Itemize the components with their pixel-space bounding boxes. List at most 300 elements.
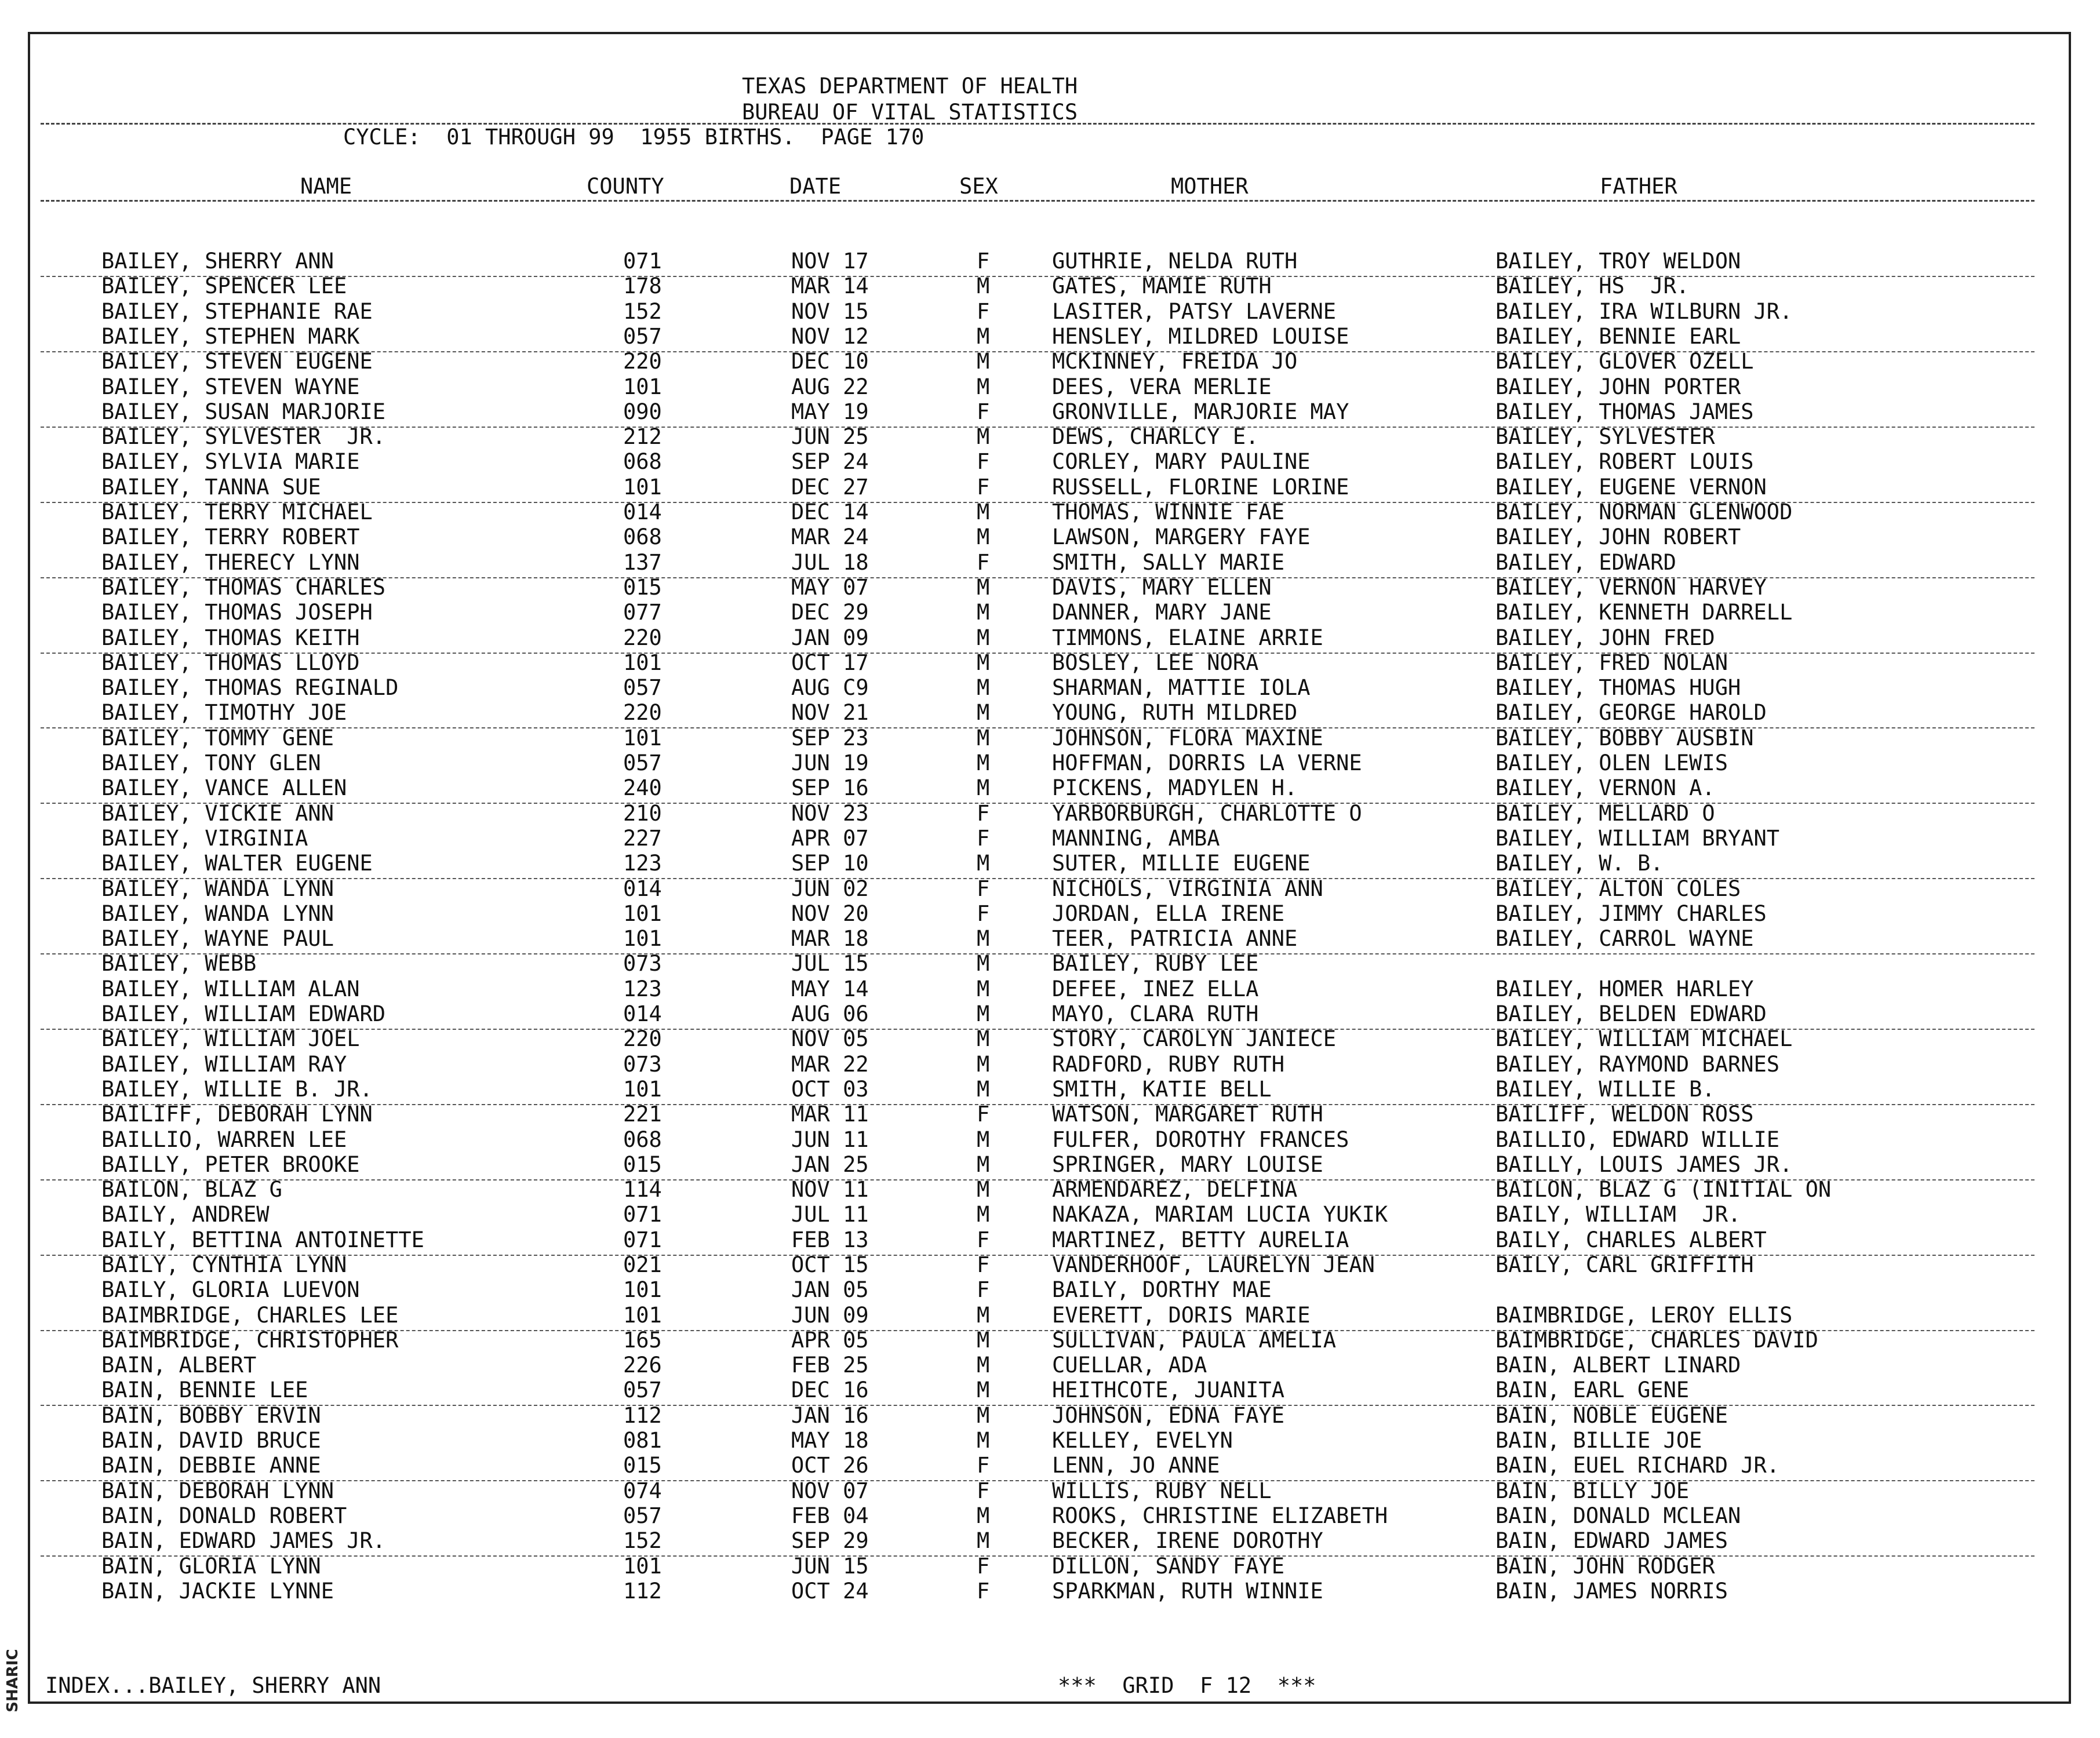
cell-father: BAILEY, WILLIAM BRYANT: [1495, 826, 1780, 851]
cell-county: 068: [623, 1127, 662, 1152]
cell-mother: ARMENDAREZ, DELFINA: [1052, 1177, 1298, 1202]
cell-father: BAILEY, FRED NOLAN: [1495, 650, 1728, 675]
cell-sex: M: [977, 374, 990, 399]
cell-name: BAILEY, WALTER EUGENE: [101, 851, 373, 876]
cell-name: BAILEY, SYLVESTER JR.: [101, 424, 386, 449]
cell-county: 152: [623, 1528, 662, 1553]
cell-father: BAIN, DONALD MCLEAN: [1495, 1503, 1741, 1528]
cell-date: NOV 21: [791, 700, 869, 725]
cell-sex: M: [977, 1077, 990, 1102]
column-header-divider: [41, 200, 2035, 202]
table-row: [0, 752, 2063, 777]
cell-sex: M: [977, 274, 990, 298]
cell-county: 071: [623, 1227, 662, 1252]
cell-date: MAR 11: [791, 1102, 869, 1127]
cell-father: BAILEY, HOMER HARLEY: [1495, 977, 1754, 1001]
cell-sex: F: [977, 299, 990, 324]
cell-sex: F: [977, 1453, 990, 1478]
cell-mother: RADFORD, RUBY RUTH: [1052, 1052, 1284, 1077]
cell-county: 101: [623, 650, 662, 675]
cell-father: BAILEY, GLOVER OZELL: [1495, 349, 1754, 374]
cell-date: APR 05: [791, 1328, 869, 1353]
cell-county: 057: [623, 1503, 662, 1528]
cell-county: 073: [623, 951, 662, 976]
cell-county: 240: [623, 775, 662, 800]
cell-sex: F: [977, 1252, 990, 1277]
cell-mother: LENN, JO ANNE: [1052, 1453, 1220, 1478]
cell-date: NOV 11: [791, 1177, 869, 1202]
cell-name: BAIN, EDWARD JAMES JR.: [101, 1528, 386, 1553]
cell-sex: F: [977, 1554, 990, 1579]
cell-sex: M: [977, 1026, 990, 1051]
cell-mother: TIMMONS, ELAINE ARRIE: [1052, 625, 1323, 650]
cell-county: 220: [623, 700, 662, 725]
cell-mother: NICHOLS, VIRGINIA ANN: [1052, 876, 1323, 901]
cell-sex: M: [977, 424, 990, 449]
cell-sex: M: [977, 349, 990, 374]
cell-mother: BOSLEY, LEE NORA: [1052, 650, 1259, 675]
cell-name: BAILY, ANDREW: [101, 1202, 270, 1227]
cell-date: JAN 16: [791, 1403, 869, 1428]
cell-county: 068: [623, 449, 662, 474]
cell-name: BAILEY, WILLIAM ALAN: [101, 977, 360, 1001]
cell-name: BAILEY, WILLIE B. JR.: [101, 1077, 373, 1102]
cell-date: SEP 29: [791, 1528, 869, 1553]
cell-county: 123: [623, 851, 662, 876]
cell-county: 014: [623, 1001, 662, 1026]
cell-sex: M: [977, 1353, 990, 1378]
cell-sex: M: [977, 650, 990, 675]
cell-father: BAILON, BLAZ G (INITIAL ON: [1495, 1177, 1832, 1202]
cell-county: 077: [623, 600, 662, 625]
cell-county: 220: [623, 1026, 662, 1051]
cell-sex: F: [977, 249, 990, 274]
cell-date: MAR 18: [791, 926, 869, 951]
cell-mother: KELLEY, EVELYN: [1052, 1428, 1233, 1453]
cell-mother: LASITER, PATSY LAVERNE: [1052, 299, 1337, 324]
cell-mother: THOMAS, WINNIE FAE: [1052, 500, 1284, 524]
cell-county: 015: [623, 575, 662, 600]
header-divider: [41, 123, 2035, 125]
cell-name: BAILY, CYNTHIA LYNN: [101, 1252, 347, 1277]
cell-date: MAR 22: [791, 1052, 869, 1077]
cell-mother: DEES, VERA MERLIE: [1052, 374, 1272, 399]
cell-date: MAY 18: [791, 1428, 869, 1453]
cell-date: DEC 10: [791, 349, 869, 374]
cell-father: BAIN, JOHN RODGER: [1495, 1554, 1715, 1579]
table-row: [0, 1505, 2063, 1530]
cell-father: BAILEY, CARROL WAYNE: [1495, 926, 1754, 951]
column-header-county: COUNTY: [587, 174, 664, 199]
cell-father: BAIN, BILLY JOE: [1495, 1478, 1690, 1503]
cell-mother: GATES, MAMIE RUTH: [1052, 274, 1272, 298]
cell-date: NOV 05: [791, 1026, 869, 1051]
cell-sex: M: [977, 675, 990, 700]
header-cycle: CYCLE: 01 THROUGH 99 1955 BIRTHS. PAGE 170: [343, 125, 925, 150]
cell-name: BAILEY, STEPHANIE RAE: [101, 299, 373, 324]
cell-sex: F: [977, 876, 990, 901]
cell-name: BAIMBRIDGE, CHRISTOPHER: [101, 1328, 399, 1353]
cell-name: BAIN, JACKIE LYNNE: [101, 1579, 334, 1604]
table-row: [0, 852, 2063, 877]
cell-father: BAILEY, BOBBY AUSBIN: [1495, 726, 1754, 750]
cell-date: DEC 16: [791, 1378, 869, 1402]
cell-father: BAILEY, BENNIE EARL: [1495, 324, 1741, 349]
cell-father: BAILEY, BELDEN EDWARD: [1495, 1001, 1767, 1026]
cell-name: BAILEY, VICKIE ANN: [101, 801, 334, 826]
cell-date: JUN 25: [791, 424, 869, 449]
cell-name: BAILEY, WILLIAM EDWARD: [101, 1001, 386, 1026]
cell-sex: M: [977, 926, 990, 951]
side-stamp: [1, 1640, 24, 1721]
cell-mother: CUELLAR, ADA: [1052, 1353, 1207, 1378]
cell-sex: F: [977, 449, 990, 474]
cell-father: BAILEY, MELLARD O: [1495, 801, 1715, 826]
cell-date: OCT 26: [791, 1453, 869, 1478]
cell-mother: GRONVILLE, MARJORIE MAY: [1052, 399, 1349, 424]
table-row: [0, 577, 2063, 602]
cell-name: BAIMBRIDGE, CHARLES LEE: [101, 1303, 399, 1328]
cell-county: 221: [623, 1102, 662, 1127]
cell-mother: TEER, PATRICIA ANNE: [1052, 926, 1298, 951]
cell-father: BAILEY, JIMMY CHARLES: [1495, 901, 1767, 926]
cell-sex: M: [977, 1328, 990, 1353]
cell-name: BAIN, DONALD ROBERT: [101, 1503, 347, 1528]
table-row: [0, 1028, 2063, 1053]
cell-date: NOV 17: [791, 249, 869, 274]
cell-county: 015: [623, 1152, 662, 1177]
cell-name: BAILEY, WILLIAM RAY: [101, 1052, 347, 1077]
cell-name: BAILEY, THOMAS JOSEPH: [101, 600, 373, 625]
cell-father: BAILEY, EUGENE VERNON: [1495, 475, 1767, 500]
cell-name: BAILEY, SUSAN MARJORIE: [101, 399, 386, 424]
cell-county: 101: [623, 901, 662, 926]
cell-date: FEB 25: [791, 1353, 869, 1378]
cell-mother: HOFFMAN, DORRIS LA VERNE: [1052, 750, 1362, 775]
cell-mother: MARTINEZ, BETTY AURELIA: [1052, 1227, 1349, 1252]
table-row: [0, 953, 2063, 978]
table-row: [0, 1354, 2063, 1379]
cell-county: 057: [623, 324, 662, 349]
cell-date: FEB 04: [791, 1503, 869, 1528]
table-row: [0, 401, 2063, 426]
cell-mother: SPRINGER, MARY LOUISE: [1052, 1152, 1323, 1177]
cell-mother: YOUNG, RUTH MILDRED: [1052, 700, 1298, 725]
cell-mother: VANDERHOOF, LAURELYN JEAN: [1052, 1252, 1375, 1277]
cell-date: MAR 14: [791, 274, 869, 298]
cell-name: BAILEY, TERRY ROBERT: [101, 524, 360, 549]
cell-father: BAIN, EUEL RICHARD JR.: [1495, 1453, 1780, 1478]
table-row: [0, 301, 2063, 326]
table-row: [0, 1279, 2063, 1304]
cell-father: BAIN, BILLIE JOE: [1495, 1428, 1702, 1453]
cell-father: BAILLIO, EDWARD WILLIE: [1495, 1127, 1780, 1152]
cell-date: DEC 27: [791, 475, 869, 500]
cell-father: BAILEY, W. B.: [1495, 851, 1664, 876]
table-row: [0, 552, 2063, 577]
cell-father: BAILEY, EDWARD: [1495, 550, 1676, 575]
table-row: [0, 1154, 2063, 1179]
cell-county: 101: [623, 1554, 662, 1579]
cell-date: NOV 23: [791, 801, 869, 826]
cell-mother: PICKENS, MADYLEN H.: [1052, 775, 1298, 800]
cell-name: BAILEY, STEVEN EUGENE: [101, 349, 373, 374]
cell-father: BAILY, WILLIAM JR.: [1495, 1202, 1741, 1227]
cell-name: BAIN, BOBBY ERVIN: [101, 1403, 321, 1428]
table-row: [0, 1229, 2063, 1254]
cell-county: 057: [623, 750, 662, 775]
cell-father: BAILEY, WILLIE B.: [1495, 1077, 1715, 1102]
cell-name: BAILEY, THOMAS LLOYD: [101, 650, 360, 675]
cell-county: 165: [623, 1328, 662, 1353]
cell-mother: EVERETT, DORIS MARIE: [1052, 1303, 1311, 1328]
cell-name: BAILEY, VANCE ALLEN: [101, 775, 347, 800]
cell-date: FEB 13: [791, 1227, 869, 1252]
table-row: [0, 275, 2063, 300]
cell-name: BAILEY, SYLVIA MARIE: [101, 449, 360, 474]
cell-father: BAILEY, JOHN PORTER: [1495, 374, 1741, 399]
cell-date: DEC 14: [791, 500, 869, 524]
cell-sex: F: [977, 1102, 990, 1127]
cell-mother: MANNING, AMBA: [1052, 826, 1220, 851]
cell-sex: M: [977, 324, 990, 349]
cell-mother: ROOKS, CHRISTINE ELIZABETH: [1052, 1503, 1388, 1528]
side-stamp-text: SHARIC: [4, 1649, 21, 1713]
cell-father: BAIMBRIDGE, LEROY ELLIS: [1495, 1303, 1793, 1328]
column-header-father: FATHER: [1600, 174, 1677, 199]
cell-sex: M: [977, 1378, 990, 1402]
cell-mother: BAILY, DORTHY MAE: [1052, 1277, 1272, 1302]
cell-father: BAILY, CHARLES ALBERT: [1495, 1227, 1767, 1252]
table-row: [0, 1129, 2063, 1154]
cell-county: 152: [623, 299, 662, 324]
cell-name: BAIN, ALBERT: [101, 1353, 257, 1378]
cell-date: AUG 06: [791, 1001, 869, 1026]
cell-mother: SMITH, SALLY MARIE: [1052, 550, 1284, 575]
cell-name: BAILLIO, WARREN LEE: [101, 1127, 347, 1152]
cell-sex: M: [977, 1403, 990, 1428]
cell-mother: RUSSELL, FLORINE LORINE: [1052, 475, 1349, 500]
cell-name: BAILEY, TANNA SUE: [101, 475, 321, 500]
cell-date: SEP 10: [791, 851, 869, 876]
cell-mother: WILLIS, RUBY NELL: [1052, 1478, 1272, 1503]
cell-county: 112: [623, 1579, 662, 1604]
table-row: [0, 677, 2063, 702]
cell-name: BAILEY, SHERRY ANN: [101, 249, 334, 274]
table-row: [0, 928, 2063, 953]
cell-date: JUN 09: [791, 1303, 869, 1328]
table-row: [0, 250, 2063, 275]
cell-date: NOV 20: [791, 901, 869, 926]
cell-county: 112: [623, 1403, 662, 1428]
cell-name: BAILEY, WAYNE PAUL: [101, 926, 334, 951]
cell-county: 123: [623, 977, 662, 1001]
cell-name: BAIN, DEBBIE ANNE: [101, 1453, 321, 1478]
cell-father: BAILEY, WILLIAM MICHAEL: [1495, 1026, 1793, 1051]
column-header-name: NAME: [300, 174, 352, 199]
cell-father: BAILEY, GEORGE HAROLD: [1495, 700, 1767, 725]
table-row: [0, 1054, 2063, 1078]
cell-father: BAIN, JAMES NORRIS: [1495, 1579, 1728, 1604]
cell-father: BAILEY, THOMAS HUGH: [1495, 675, 1741, 700]
cell-county: 071: [623, 1202, 662, 1227]
cell-county: 210: [623, 801, 662, 826]
cell-sex: F: [977, 1478, 990, 1503]
cell-father: BAILEY, OLEN LEWIS: [1495, 750, 1728, 775]
cell-county: 114: [623, 1177, 662, 1202]
table-row: [0, 878, 2063, 903]
table-row: [0, 476, 2063, 501]
cell-name: BAILEY, VIRGINIA: [101, 826, 308, 851]
table-row: [0, 526, 2063, 551]
cell-county: 057: [623, 1378, 662, 1402]
cell-sex: M: [977, 750, 990, 775]
cell-name: BAILEY, THOMAS KEITH: [101, 625, 360, 650]
cell-mother: DEFEE, INEZ ELLA: [1052, 977, 1259, 1001]
cell-name: BAILEY, SPENCER LEE: [101, 274, 347, 298]
cell-father: BAIN, EDWARD JAMES: [1495, 1528, 1728, 1553]
cell-sex: M: [977, 1177, 990, 1202]
cell-sex: F: [977, 826, 990, 851]
table-row: [0, 627, 2063, 652]
cell-name: BAIN, DAVID BRUCE: [101, 1428, 321, 1453]
cell-sex: M: [977, 1528, 990, 1553]
table-row: [0, 652, 2063, 677]
cell-mother: STORY, CAROLYN JANIECE: [1052, 1026, 1337, 1051]
cell-father: BAIN, EARL GENE: [1495, 1378, 1690, 1402]
cell-county: 015: [623, 1453, 662, 1478]
cell-father: BAIN, NOBLE EUGENE: [1495, 1403, 1728, 1428]
cell-sex: F: [977, 1277, 990, 1302]
column-header-mother: MOTHER: [1171, 174, 1249, 199]
table-row: [0, 1078, 2063, 1103]
cell-name: BAILEY, STEVEN WAYNE: [101, 374, 360, 399]
cell-mother: HENSLEY, MILDRED LOUISE: [1052, 324, 1349, 349]
cell-county: 068: [623, 524, 662, 549]
cell-sex: M: [977, 1001, 990, 1026]
footer-index: INDEX...BAILEY, SHERRY ANN: [45, 1673, 381, 1698]
cell-county: 090: [623, 399, 662, 424]
table-row: [0, 903, 2063, 928]
cell-mother: LAWSON, MARGERY FAYE: [1052, 524, 1311, 549]
table-row: [0, 1003, 2063, 1028]
cell-county: 101: [623, 1077, 662, 1102]
cell-county: 226: [623, 1353, 662, 1378]
cell-county: 101: [623, 1303, 662, 1328]
cell-sex: M: [977, 1503, 990, 1528]
table-row: [0, 1329, 2063, 1354]
table-row: [0, 777, 2063, 802]
cell-county: 074: [623, 1478, 662, 1503]
cell-father: BAILLY, LOUIS JAMES JR.: [1495, 1152, 1793, 1177]
cell-sex: M: [977, 775, 990, 800]
cell-date: DEC 29: [791, 600, 869, 625]
cell-mother: SPARKMAN, RUTH WINNIE: [1052, 1579, 1323, 1604]
cell-mother: MCKINNEY, FREIDA JO: [1052, 349, 1298, 374]
cell-name: BAILON, BLAZ G: [101, 1177, 282, 1202]
cell-father: BAIN, ALBERT LINARD: [1495, 1353, 1741, 1378]
table-row: [0, 1430, 2063, 1455]
cell-sex: F: [977, 475, 990, 500]
table-row: [0, 828, 2063, 852]
cell-name: BAIN, DEBORAH LYNN: [101, 1478, 334, 1503]
cell-date: JUL 18: [791, 550, 869, 575]
cell-name: BAILEY, TERRY MICHAEL: [101, 500, 373, 524]
cell-mother: MAYO, CLARA RUTH: [1052, 1001, 1259, 1026]
cell-mother: SUTER, MILLIE EUGENE: [1052, 851, 1311, 876]
cell-name: BAILLY, PETER BROOKE: [101, 1152, 360, 1177]
cell-name: BAILEY, TONY GLEN: [101, 750, 321, 775]
cell-sex: F: [977, 550, 990, 575]
cell-name: BAILEY, WANDA LYNN: [101, 876, 334, 901]
cell-name: BAILEY, WILLIAM JOEL: [101, 1026, 360, 1051]
cell-mother: FULFER, DOROTHY FRANCES: [1052, 1127, 1349, 1152]
cell-mother: CORLEY, MARY PAULINE: [1052, 449, 1311, 474]
cell-name: BAILEY, THOMAS REGINALD: [101, 675, 399, 700]
cell-mother: BECKER, IRENE DOROTHY: [1052, 1528, 1323, 1553]
cell-date: OCT 24: [791, 1579, 869, 1604]
cell-father: BAILEY, RAYMOND BARNES: [1495, 1052, 1780, 1077]
table-row: [0, 1204, 2063, 1229]
cell-county: 137: [623, 550, 662, 575]
cell-date: APR 07: [791, 826, 869, 851]
table-row: [0, 727, 2063, 752]
cell-name: BAILY, BETTINA ANTOINETTE: [101, 1227, 424, 1252]
cell-date: OCT 03: [791, 1077, 869, 1102]
cell-date: JAN 05: [791, 1277, 869, 1302]
cell-father: BAILEY, ALTON COLES: [1495, 876, 1741, 901]
table-row: [0, 1179, 2063, 1204]
cell-sex: M: [977, 1428, 990, 1453]
cell-county: 071: [623, 249, 662, 274]
cell-county: 178: [623, 274, 662, 298]
table-row: [0, 351, 2063, 376]
cell-father: BAILEY, JOHN FRED: [1495, 625, 1715, 650]
cell-county: 212: [623, 424, 662, 449]
cell-county: 014: [623, 500, 662, 524]
footer-grid: *** GRID F 12 ***: [1058, 1673, 1316, 1698]
cell-father: BAILEY, HS JR.: [1495, 274, 1690, 298]
table-row: [0, 326, 2063, 351]
cell-date: SEP 24: [791, 449, 869, 474]
cell-sex: F: [977, 901, 990, 926]
table-row: [0, 602, 2063, 626]
cell-mother: BAILEY, RUBY LEE: [1052, 951, 1259, 976]
cell-date: JUN 19: [791, 750, 869, 775]
cell-date: AUG C9: [791, 675, 869, 700]
cell-sex: M: [977, 726, 990, 750]
table-row: [0, 376, 2063, 401]
cell-date: NOV 15: [791, 299, 869, 324]
cell-father: BAILEY, VERNON HARVEY: [1495, 575, 1767, 600]
table-row: [0, 426, 2063, 451]
cell-sex: M: [977, 700, 990, 725]
cell-county: 220: [623, 625, 662, 650]
cell-sex: F: [977, 1579, 990, 1604]
cell-name: BAILEY, STEPHEN MARK: [101, 324, 360, 349]
table-row: [0, 501, 2063, 526]
cell-county: 220: [623, 349, 662, 374]
cell-date: JUN 02: [791, 876, 869, 901]
cell-sex: M: [977, 500, 990, 524]
cell-father: BAILIFF, WELDON ROSS: [1495, 1102, 1754, 1127]
cell-county: 014: [623, 876, 662, 901]
cell-name: BAILEY, TIMOTHY JOE: [101, 700, 347, 725]
cell-date: OCT 15: [791, 1252, 869, 1277]
table-row: [0, 1480, 2063, 1505]
table-row: [0, 1254, 2063, 1279]
cell-father: BAILEY, NORMAN GLENWOOD: [1495, 500, 1793, 524]
